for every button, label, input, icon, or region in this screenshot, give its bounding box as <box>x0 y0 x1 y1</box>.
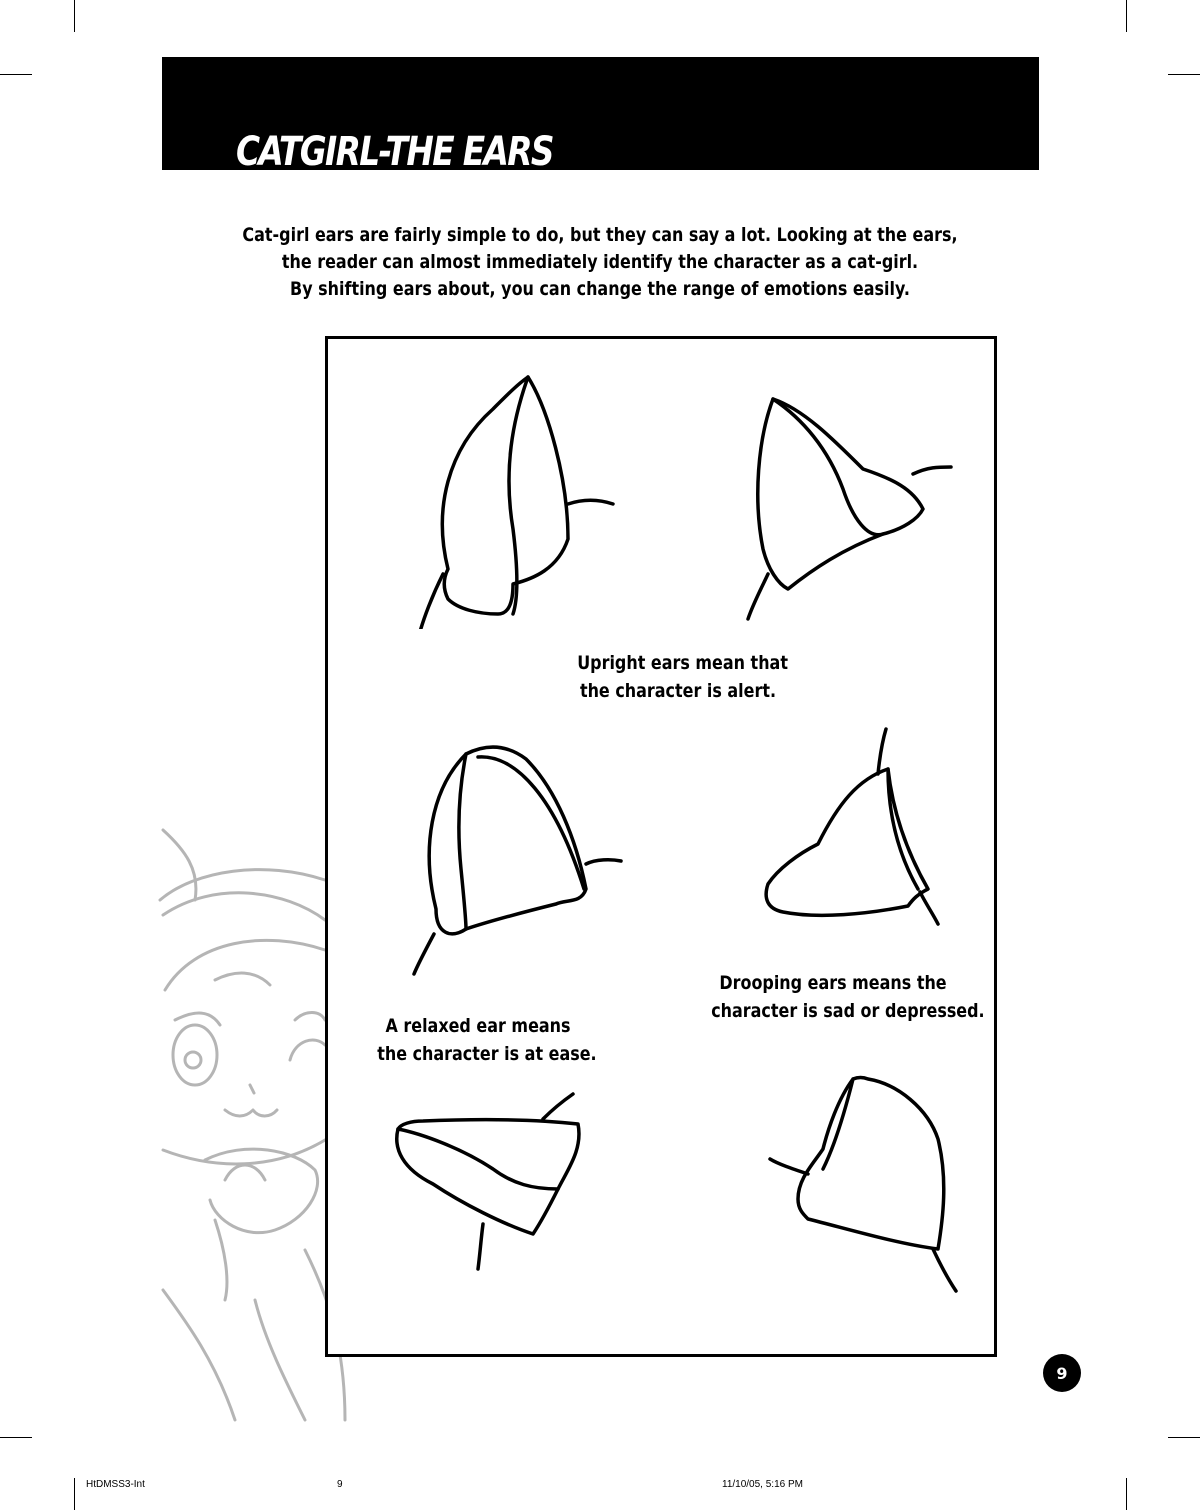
crop-mark <box>74 1478 75 1510</box>
caption-drooping-line: character is sad or depressed. <box>711 1000 985 1022</box>
caption-upright-line: Upright ears mean that <box>577 652 788 674</box>
ear-examples-panel <box>325 336 997 1357</box>
drooping-ear-front-illustration <box>768 1069 968 1309</box>
crop-mark <box>0 1437 32 1438</box>
page-number-badge: 9 <box>1043 1354 1081 1392</box>
relaxed-ear-front-illustration <box>406 739 626 979</box>
caption-upright-line: the character is alert. <box>579 680 777 702</box>
header-bar <box>162 57 1039 175</box>
intro-paragraph <box>160 222 1040 303</box>
relaxed-ear-side-illustration <box>383 1079 603 1279</box>
crop-mark <box>1126 0 1127 32</box>
caption-upright <box>558 649 798 705</box>
crop-mark <box>0 74 32 75</box>
crop-mark <box>1168 74 1200 75</box>
intro-line: Cat-girl ears are fairly simple to do, but they can say a lot. Looking at the ears, <box>242 224 958 246</box>
drooping-ear-side-illustration <box>758 724 958 954</box>
crop-mark <box>1126 1478 1127 1510</box>
upright-ear-side-illustration <box>733 379 963 629</box>
crop-mark <box>74 0 75 32</box>
slug-page: 9 <box>337 1479 343 1490</box>
slug-file: HtDMSS3-Int <box>86 1479 145 1490</box>
intro-line: By shifting ears about, you can change the range of emotions easily. <box>290 278 910 300</box>
caption-drooping <box>688 969 985 1025</box>
caption-relaxed-line: the character is at ease. <box>377 1043 597 1065</box>
intro-line: the reader can almost immediately identify the character as a cat-girl. <box>281 251 919 273</box>
caption-relaxed <box>358 1012 598 1068</box>
slug-timestamp: 11/10/05, 5:16 PM <box>722 1479 803 1490</box>
upright-ear-front-illustration <box>408 369 618 629</box>
caption-drooping-line: Drooping ears means the <box>719 972 947 994</box>
caption-relaxed-line: A relaxed ear means <box>385 1015 571 1037</box>
crop-mark <box>1168 1437 1200 1438</box>
page-title: CATGIRL-THE EARS <box>236 129 553 175</box>
